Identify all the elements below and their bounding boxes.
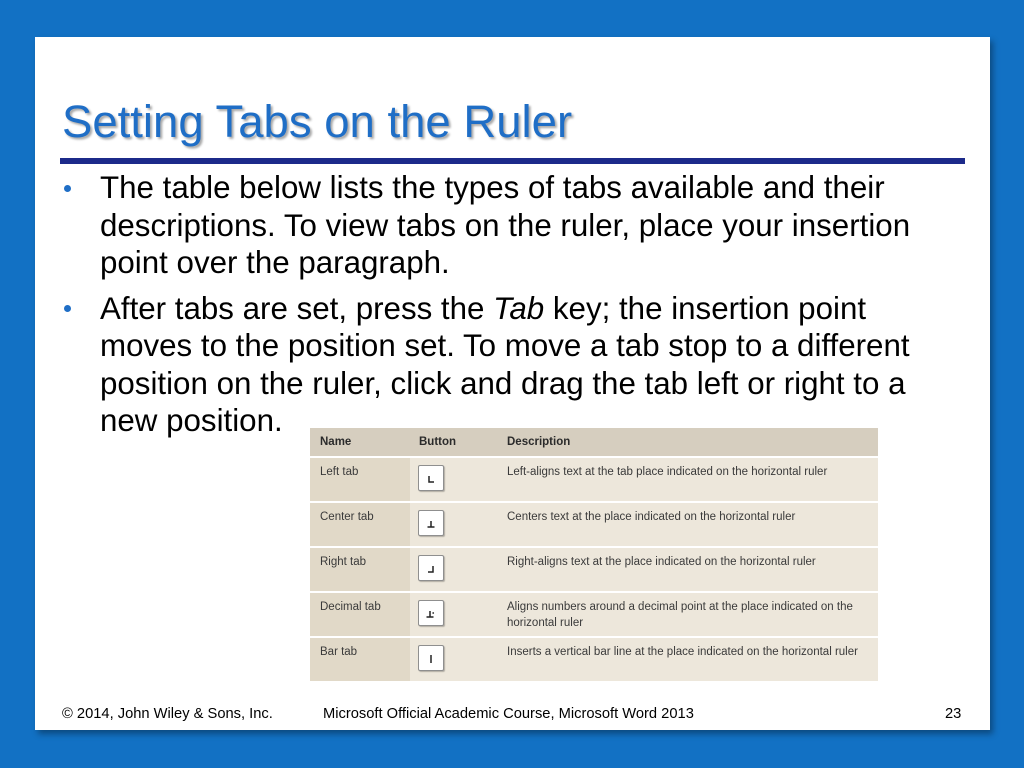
title-divider xyxy=(60,158,965,164)
tab-name: Center tab xyxy=(310,503,410,546)
tab-description: Inserts a vertical bar line at the place indicated on the horizontal ruler xyxy=(498,638,878,681)
tab-description: Aligns numbers around a decimal point at the place indicated on the horizontal ruler xyxy=(498,593,878,636)
table-row xyxy=(310,591,878,636)
tab-button-cell xyxy=(410,593,498,636)
center-tab-icon xyxy=(418,510,444,536)
footer-course-title: Microsoft Official Academic Course, Microsoft Word 2013 xyxy=(323,706,694,722)
tab-description: Left-aligns text at the tab place indicated on the horizontal ruler xyxy=(498,458,878,501)
table-row xyxy=(310,501,878,546)
slide-number: 23 xyxy=(945,706,962,722)
bullet-text xyxy=(100,290,945,440)
table-row xyxy=(310,546,878,591)
bullet-marker xyxy=(64,305,71,312)
column-header-description: Description xyxy=(507,436,571,448)
tab-button-cell xyxy=(410,638,498,681)
tab-name: Right tab xyxy=(310,548,410,591)
tab-types-table xyxy=(310,428,878,681)
left-tab-icon xyxy=(418,465,444,491)
slide xyxy=(35,37,990,730)
bullet-marker xyxy=(64,185,71,192)
tab-button-cell xyxy=(410,548,498,591)
tab-name: Bar tab xyxy=(310,638,410,681)
tab-description: Centers text at the place indicated on the horizontal ruler xyxy=(498,503,878,546)
slide-title: Setting Tabs on the Ruler xyxy=(62,96,573,147)
column-header-name: Name xyxy=(320,436,352,448)
bullet-text-part: After tabs are set, press the xyxy=(100,290,494,326)
table-header-row xyxy=(310,428,878,456)
bullet-item xyxy=(62,169,962,282)
bullet-emphasis-tab-key: Tab xyxy=(493,290,545,326)
table-row xyxy=(310,636,878,681)
footer-copyright: © 2014, John Wiley & Sons, Inc. xyxy=(62,706,273,722)
tab-button-cell xyxy=(410,503,498,546)
right-tab-icon xyxy=(418,555,444,581)
bullet-item xyxy=(62,290,962,440)
decimal-tab-icon xyxy=(418,600,444,626)
tab-description: Right-aligns text at the place indicated on the horizontal ruler xyxy=(498,548,878,591)
tab-name: Decimal tab xyxy=(310,593,410,636)
column-header-button: Button xyxy=(419,436,457,448)
tab-button-cell xyxy=(410,458,498,501)
bullet-text: The table below lists the types of tabs available and their descriptions. To view tabs on the ruler, place your insertion point over the paragraph. xyxy=(100,170,911,280)
tab-name: Left tab xyxy=(310,458,410,501)
table-row xyxy=(310,456,878,501)
bullet-list xyxy=(62,169,962,440)
bullet-text-part: key; the insertion point moves to the position set. To move a tab stop to a different position on the ruler, click and drag the tab left or right to a new position. xyxy=(100,290,910,438)
bar-tab-icon xyxy=(418,645,444,671)
